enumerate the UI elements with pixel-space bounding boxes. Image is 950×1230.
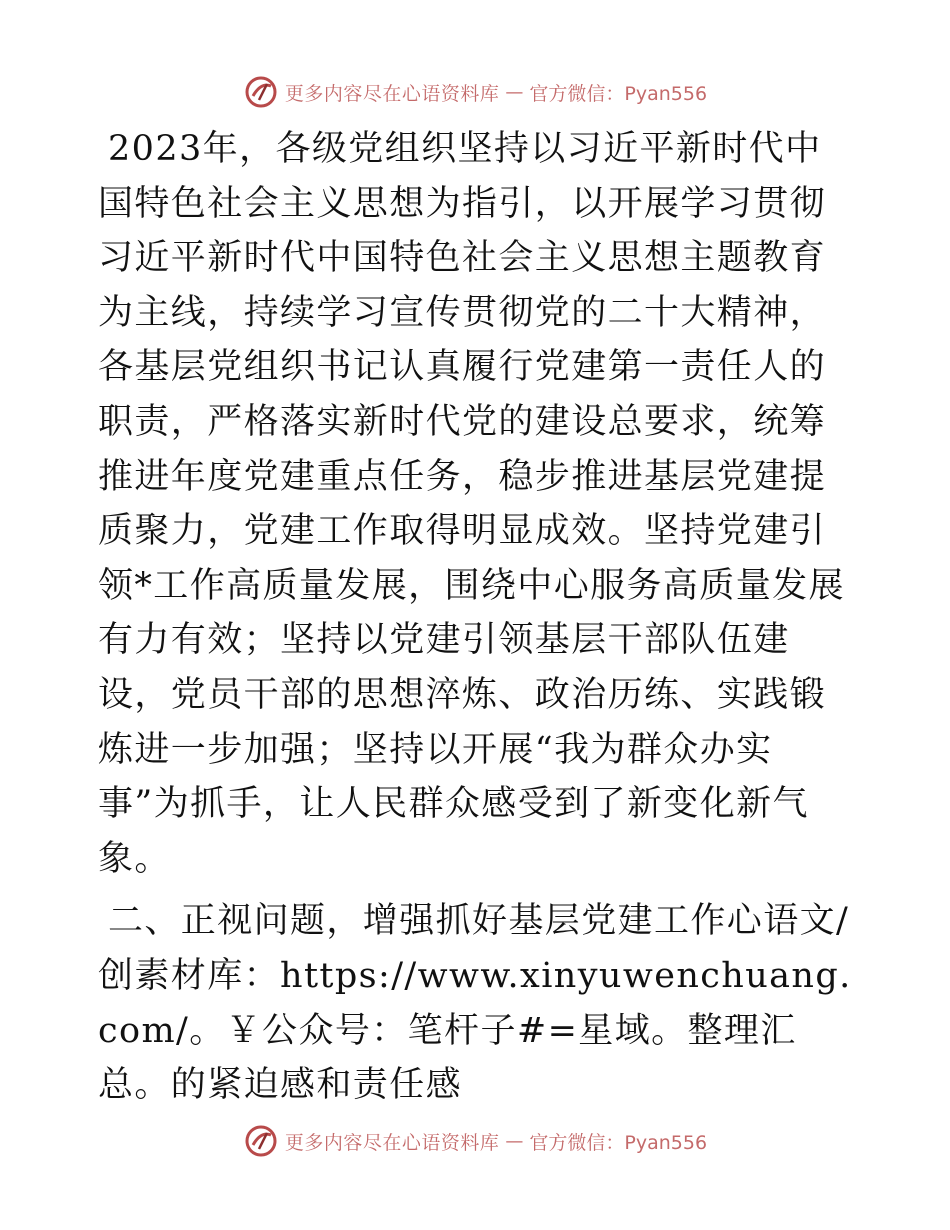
watermark-main-text: 更多内容尽在心语资料库 bbox=[284, 82, 500, 105]
watermark-main-text: 更多内容尽在心语资料库 bbox=[284, 1131, 500, 1154]
brand-logo-icon bbox=[243, 1123, 279, 1159]
watermark-dash: — bbox=[505, 81, 524, 103]
footer-watermark bbox=[0, 1121, 950, 1161]
watermark-sub-text: 官方微信：Pyan556 bbox=[529, 82, 708, 105]
header-watermark bbox=[0, 72, 950, 112]
watermark-sub-text: 官方微信：Pyan556 bbox=[529, 1131, 708, 1154]
document-body bbox=[98, 122, 853, 1113]
watermark-dash: — bbox=[505, 1130, 524, 1152]
brand-logo-icon bbox=[243, 74, 279, 110]
paragraph-1: 2023年，各级党组织坚持以习近平新时代中国特色社会主义思想为指引，以开展学习贯彻习近平新时代中国特色社会主义思想主题教育为主线，持续学习宣传贯彻党的二十大精神，各基层党组织书记认真履行党建第一责任人的职责，严格落实新时代党的建设总要求，统筹推进年度党建重点任务，稳步推进基层党建提质聚力，党建工作取得明显成效。坚持党建引领*工作高质量发展，围绕中心服务高质量发展有力有效；坚持以党建引领基层干部队伍建设，党员干部的思想淬炼、政治历练、实践锻炼进一步加强；坚持以开展“我为群众办实事”为抓手，让人民群众感受到了新变化新气象。 bbox=[98, 129, 845, 879]
paragraph-2: 二、正视问题，增强抓好基层党建工作心语文/创素材库：https://www.xinyuwenchuang.com/。￥公众号：笔杆子#=星域。整理汇总。的紧迫感和责任感 bbox=[98, 901, 852, 1106]
